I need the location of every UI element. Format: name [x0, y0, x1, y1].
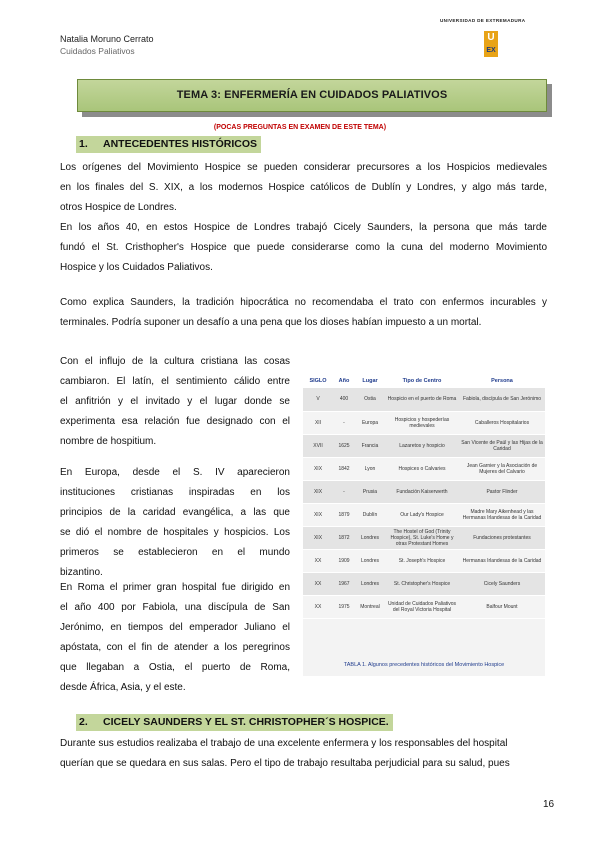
- text-line: Los orígenes del Movimiento Hospice se pueden considerar precursores a los Hospicios medievales: [60, 162, 547, 173]
- table-cell: XX: [303, 549, 333, 572]
- col-header: Año: [333, 374, 355, 388]
- section-1-title: ANTECEDENTES HISTÓRICOS: [103, 138, 258, 150]
- table-cell: XII: [303, 411, 333, 434]
- text-line: Durante sus estudios realizaba el trabajo de una excelente enfermera y los responsables del hospital: [60, 738, 508, 749]
- table-cell: Lyon: [355, 457, 385, 480]
- text-line: otros Hospice de Londres.: [60, 202, 177, 213]
- text-line: En los años 40, en estos Hospice de Londres trabajó Cicely Saunders, la persona que más tarde: [60, 222, 547, 233]
- table-row: [303, 503, 545, 526]
- text-line: cambiaron. El latín, el sentimiento cálido entre: [60, 376, 290, 387]
- table-cell: Caballeros Hospitalarios: [459, 411, 545, 434]
- table-cell: Fundaciones protestantes: [459, 526, 545, 549]
- table-cell: Hospicios y hospederías medievales: [385, 411, 459, 434]
- text-line: apóstata, con el fin de atender a los peregrinos: [60, 642, 290, 653]
- table-cell: 1967: [333, 572, 355, 595]
- table-cell: 1842: [333, 457, 355, 480]
- table-cell: XIX: [303, 480, 333, 503]
- table-row: [303, 572, 545, 595]
- table-header-row: [303, 374, 545, 388]
- table-cell: XIX: [303, 457, 333, 480]
- paragraph-hospitium: [60, 352, 290, 452]
- paragraph-hippocratic: [60, 293, 547, 333]
- text-line: experimenta esa relación fue designado con el: [60, 416, 290, 427]
- exam-note: (POCAS PREGUNTAS EN EXAMEN DE ESTE TEMA): [213, 124, 387, 131]
- paragraph-rome: [60, 578, 290, 698]
- table-cell: 1879: [333, 503, 355, 526]
- table-cell: -: [333, 480, 355, 503]
- page-title: TEMA 3: ENFERMERÍA EN CUIDADOS PALIATIVOS: [176, 89, 448, 101]
- table-cell: Unidad de Cuidados Paliativos del Royal Victoria Hospital: [385, 595, 459, 618]
- table-cell: St. Christopher's Hospice: [385, 572, 459, 595]
- table-cell: Hermanas Irlandesas de la Caridad: [459, 549, 545, 572]
- text-line: el año 400 por Fabiola, una discípula de San: [60, 602, 290, 613]
- col-header: Persona: [459, 374, 545, 388]
- logo-mark-ex: EX: [484, 45, 498, 57]
- table-row: [303, 457, 545, 480]
- page-number: 16: [543, 799, 555, 810]
- paragraph-saunders: [60, 218, 547, 278]
- table-cell: Fabiola, discípula de San Jerónimo: [459, 388, 545, 411]
- table-cell: Madre Mary Aikenhead y las Hermanas Irlandesas de la Caridad: [459, 503, 545, 526]
- history-table-container: [303, 374, 545, 676]
- table-cell: Lazaretos y hospicio: [385, 434, 459, 457]
- col-header: Tipo de Centro: [385, 374, 459, 388]
- title-box: [77, 79, 547, 112]
- table-cell: Francia: [355, 434, 385, 457]
- text-line: terminales. Podría suponer un desafío a una pena que los dioses habían impuesto a un mortal.: [60, 317, 482, 328]
- table-cell: The Hostel of God (Trinity Hospice), St. Luke's Home y otras Protestant Homes: [385, 526, 459, 549]
- table-cell: Ostia: [355, 388, 385, 411]
- table-cell: Dublín: [355, 503, 385, 526]
- table-cell: 1872: [333, 526, 355, 549]
- section-1-number: 1.: [79, 138, 88, 150]
- table-cell: Hospicio en el puerto de Roma: [385, 388, 459, 411]
- text-line: querían que se quedara en sus salas. Pero el tipo de trabajo resultaba perjudicial para su salud, pues: [60, 758, 510, 769]
- university-crest-icon: [484, 31, 498, 57]
- section-1-heading: [76, 136, 261, 153]
- text-line: primeros se establecieron en el mundo: [60, 547, 290, 558]
- text-line: En Europa, desde el S. IV aparecieron: [60, 467, 290, 478]
- table-cell: V: [303, 388, 333, 411]
- header-author: Natalia Moruno Cerrato: [60, 34, 154, 44]
- table-cell: Europa: [355, 411, 385, 434]
- text-line: principios de la caridad evangélica, a las que: [60, 507, 290, 518]
- table-cell: Cicely Saunders: [459, 572, 545, 595]
- paragraph-cicely: [60, 734, 547, 774]
- section-2-heading: [76, 714, 393, 731]
- col-header: Lugar: [355, 374, 385, 388]
- table-cell: St. Joseph's Hospice: [385, 549, 459, 572]
- text-line: instituciones cristianas inspiradas en los: [60, 487, 290, 498]
- table-cell: Jean Garnier y la Asociación de Mujeres del Calvario: [459, 457, 545, 480]
- table-cell: San Vicente de Paúl y las Hijas de la Caridad: [459, 434, 545, 457]
- table-cell: Our Lady's Hospice: [385, 503, 459, 526]
- header-subject: Cuidados Paliativos: [60, 46, 135, 56]
- text-line: nombre de hospitium.: [60, 436, 157, 447]
- text-line: el anfitrión y el invitado y el lugar donde se: [60, 396, 290, 407]
- table-cell: Hospices o Calvaries: [385, 457, 459, 480]
- logo-text: UNIVERSIDAD DE EXTREMADURA: [440, 18, 526, 23]
- table-cell: 1975: [333, 595, 355, 618]
- text-line: Jerónimo, en tiempos del emperador Juliano el: [60, 622, 290, 633]
- text-line: Hospice y los Cuidados Paliativos.: [60, 262, 213, 273]
- text-line: en los finales del S. XIX, a los modernos Hospice católicos de Dublín y Londres, y algo más tarde,: [60, 182, 547, 193]
- paragraph-europe: [60, 463, 290, 583]
- table-row: [303, 549, 545, 572]
- table-cell: Balfour Mount: [459, 595, 545, 618]
- table-cell: Prusia: [355, 480, 385, 503]
- section-2-title: CICELY SAUNDERS Y EL ST. CHRISTOPHER´S HOSPICE.: [103, 716, 389, 728]
- table-cell: Londres: [355, 549, 385, 572]
- table-cell: Fundación Kaiserwerth: [385, 480, 459, 503]
- table-cell: XX: [303, 572, 333, 595]
- table-row: [303, 595, 545, 618]
- text-line: fundó el St. Cristhopher's Hospice que puede considerarse como la cuna del moderno Movimiento: [60, 242, 547, 253]
- text-line: Como explica Saunders, la tradición hipocrática no recomendaba el trato con enfermos incurables y: [60, 297, 547, 308]
- table-cell: 1909: [333, 549, 355, 572]
- logo-mark-u: U: [484, 31, 498, 45]
- table-row: [303, 411, 545, 434]
- history-table: [303, 374, 545, 619]
- table-caption: TABLA 1. Algunos precedentes históricos del Movimiento Hospice: [343, 662, 505, 668]
- table-row: [303, 434, 545, 457]
- table-row: [303, 526, 545, 549]
- table-cell: Pastor Flinder: [459, 480, 545, 503]
- text-line: se dió el nombre de hospitales y hospicios. Los: [60, 527, 290, 538]
- table-cell: Londres: [355, 526, 385, 549]
- table-row: [303, 388, 545, 411]
- table-row: [303, 480, 545, 503]
- table-cell: Londres: [355, 572, 385, 595]
- table-cell: Montreal: [355, 595, 385, 618]
- table-cell: XIX: [303, 526, 333, 549]
- text-line: Con el influjo de la cultura cristiana las cosas: [60, 356, 290, 367]
- text-line: que llegaban a Ostia, el puerto de Roma,: [60, 662, 290, 673]
- table-cell: -: [333, 411, 355, 434]
- text-line: desde África, Asia, y el este.: [60, 682, 186, 693]
- table-cell: 1625: [333, 434, 355, 457]
- table-cell: XX: [303, 595, 333, 618]
- text-line: bizantino.: [60, 567, 103, 578]
- col-header: SIGLO: [303, 374, 333, 388]
- text-line: En Roma el primer gran hospital fue dirigido en: [60, 582, 290, 593]
- section-2-number: 2.: [79, 716, 88, 728]
- table-cell: 400: [333, 388, 355, 411]
- table-cell: XVII: [303, 434, 333, 457]
- table-cell: XIX: [303, 503, 333, 526]
- paragraph-origins: [60, 158, 547, 218]
